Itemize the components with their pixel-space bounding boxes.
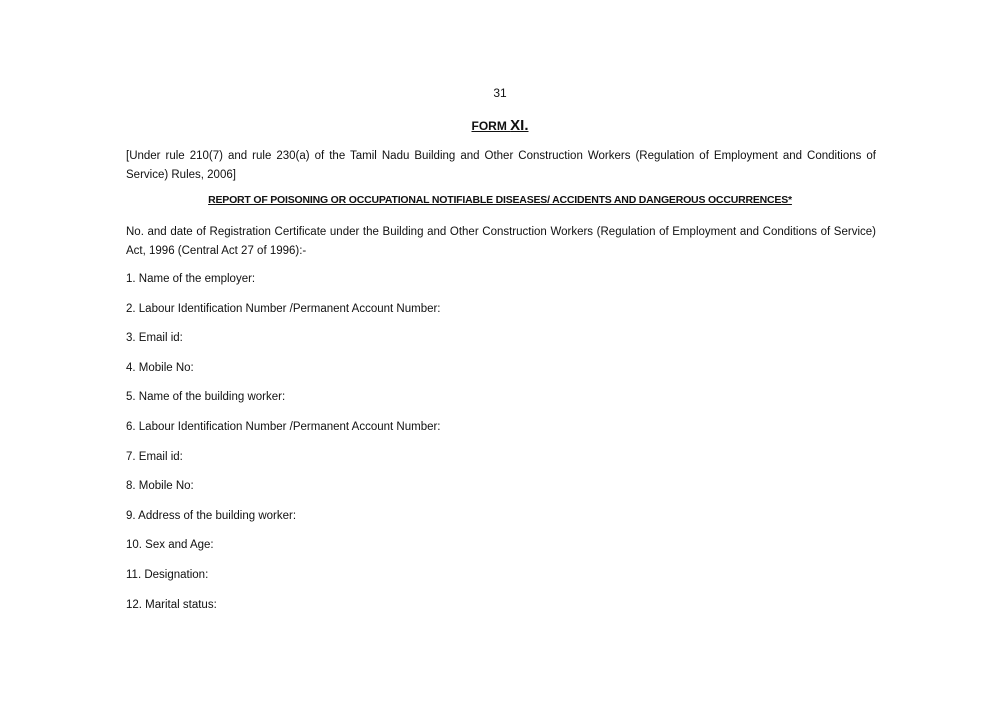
field-worker-email: 7. Email id:: [126, 450, 183, 463]
report-heading: REPORT OF POISONING OR OCCUPATIONAL NOTIFIABLE DISEASES/ ACCIDENTS AND DANGEROUS OCCURRENCES*: [208, 194, 792, 206]
field-designation: 11. Designation:: [126, 568, 209, 581]
field-employer-name: 1. Name of the employer:: [126, 273, 256, 285]
field-worker-address: 9. Address of the building worker:: [126, 509, 297, 522]
field-marital-status: 12. Marital status:: [126, 598, 217, 611]
field-sex-age: 10. Sex and Age:: [126, 539, 214, 552]
form-title-prefix: FORM: [471, 119, 511, 133]
field-employer-email: 3. Email id:: [126, 332, 183, 345]
form-field-list: [126, 271, 876, 626]
form-title-number: XI.: [510, 117, 529, 134]
page-number: 31: [493, 86, 507, 100]
field-worker-mobile: 8. Mobile No:: [126, 480, 194, 493]
form-title: [0, 117, 1000, 134]
field-employer-mobile: 4. Mobile No:: [126, 361, 194, 374]
field-worker-name: 5. Name of the building worker:: [126, 391, 286, 404]
field-worker-lin-pan: 6. Labour Identification Number /Permanent Account Number:: [126, 420, 441, 433]
registration-certificate-intro: No. and date of Registration Certificate under the Building and Other Construction Workers (Regulation of Employment and Conditions of Service) Act, 1996 (Central Act 27 of 1996):-: [126, 226, 876, 257]
field-employer-lin-pan: 2. Labour Identification Number /Permanent Account Number:: [126, 302, 441, 315]
rule-reference-note: [Under rule 210(7) and rule 230(a) of the Tamil Nadu Building and Other Construction Workers (Regulation of Employment and Conditions of Service) Rules, 2006]: [126, 150, 876, 181]
